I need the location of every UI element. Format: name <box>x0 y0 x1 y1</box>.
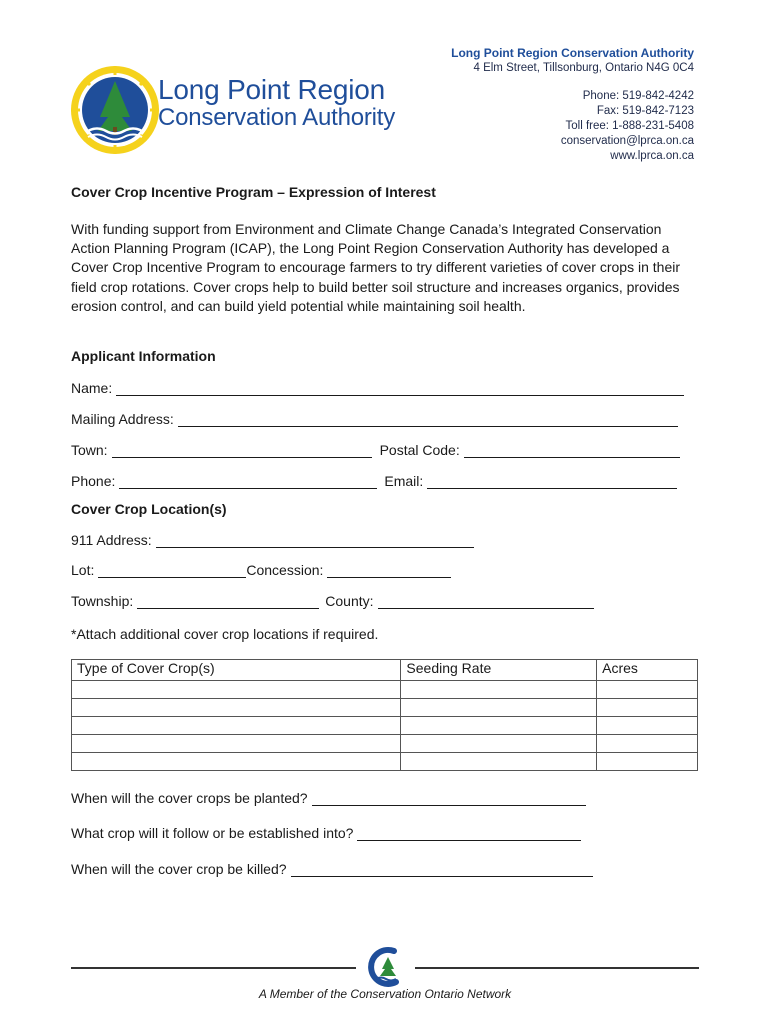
org-toll-free: Toll free: 1-888-231-5408 <box>565 120 694 132</box>
follow-question: What crop will it follow or be established into? <box>71 825 354 841</box>
county-field[interactable] <box>378 594 594 609</box>
org-email[interactable]: conservation@lprca.on.ca <box>560 135 694 147</box>
attach-note: *Attach additional cover crop locations if required. <box>71 626 379 642</box>
intro-paragraph: With funding support from Environment and Climate Change Canada’s Integrated Conservation Action Planning Program (ICAP), the Long Point Region Conservation Authority has developed a Cover Crop Incentive Program to encourage farmers to try different varieties of cover crops in their field crop rotations. Cover crops help to build better soil structure and increases organics, provides erosion control, and can build yield potential while maintaining soil health. <box>71 221 681 314</box>
phone-label: Phone: <box>71 473 116 489</box>
town-row <box>71 438 680 458</box>
table-row <box>72 717 698 735</box>
mailing-address-field[interactable] <box>178 412 678 427</box>
logo-name-line1: Long Point Region <box>158 74 385 105</box>
postal-label: Postal Code: <box>379 442 460 458</box>
seeding-rate-cell[interactable] <box>401 735 597 753</box>
killed-answer-field[interactable] <box>291 862 593 877</box>
address911-label: 911 Address: <box>71 532 152 548</box>
town-label: Town: <box>71 442 108 458</box>
township-row <box>71 589 594 609</box>
table-row <box>72 735 698 753</box>
org-website[interactable]: www.lprca.on.ca <box>610 150 694 162</box>
killed-question: When will the cover crop be killed? <box>71 861 287 877</box>
org-fax: Fax: 519-842-7123 <box>596 105 694 117</box>
mailing-row <box>71 407 678 427</box>
concession-label: Concession: <box>246 562 324 578</box>
cover-crop-type-cell[interactable] <box>72 699 401 717</box>
org-phone: Phone: 519-842-4242 <box>582 90 694 102</box>
lot-field[interactable] <box>98 563 246 578</box>
name-field[interactable] <box>116 381 684 396</box>
postal-code-field[interactable] <box>464 443 680 458</box>
cover-crop-type-cell[interactable] <box>72 753 401 771</box>
acres-cell[interactable] <box>597 753 698 771</box>
town-field[interactable] <box>112 443 372 458</box>
seeding-rate-cell[interactable] <box>401 699 597 717</box>
header-seeding-rate: Seeding Rate <box>401 660 597 681</box>
name-row <box>71 376 684 396</box>
lot-row <box>71 558 451 578</box>
acres-cell[interactable] <box>597 681 698 699</box>
table-header-row <box>72 660 698 681</box>
org-address: 4 Elm Street, Tillsonburg, Ontario N4G 0C4 <box>473 62 694 74</box>
location-heading: Cover Crop Location(s) <box>71 501 227 517</box>
header-cover-crop-type: Type of Cover Crop(s) <box>72 660 401 681</box>
table-row <box>72 699 698 717</box>
county-label: County: <box>325 593 374 609</box>
acres-cell[interactable] <box>597 699 698 717</box>
planted-question: When will the cover crops be planted? <box>71 790 308 806</box>
org-name: Long Point Region Conservation Authority <box>451 46 694 60</box>
township-field[interactable] <box>137 594 319 609</box>
address911-row <box>71 528 474 548</box>
cover-crop-type-cell[interactable] <box>72 735 401 753</box>
acres-cell[interactable] <box>597 717 698 735</box>
cover-crop-type-cell[interactable] <box>72 681 401 699</box>
killed-question-row <box>71 861 593 877</box>
lot-label: Lot: <box>71 562 95 578</box>
table-row <box>72 753 698 771</box>
seeding-rate-cell[interactable] <box>401 753 597 771</box>
phone-field[interactable] <box>119 474 377 489</box>
acres-cell[interactable] <box>597 735 698 753</box>
planted-answer-field[interactable] <box>312 791 586 806</box>
name-label: Name: <box>71 380 113 396</box>
follow-answer-field[interactable] <box>357 826 581 841</box>
table-row <box>72 681 698 699</box>
concession-field[interactable] <box>327 563 451 578</box>
footer-divider-left <box>71 967 356 969</box>
footer-member-text: A Member of the Conservation Ontario Network <box>258 987 512 1001</box>
seeding-rate-cell[interactable] <box>401 717 597 735</box>
mailing-label: Mailing Address: <box>71 411 174 427</box>
cover-crop-type-cell[interactable] <box>72 717 401 735</box>
cover-crop-table <box>71 659 698 771</box>
address911-field[interactable] <box>156 533 474 548</box>
form-title: Cover Crop Incentive Program – Expression of Interest <box>71 184 436 200</box>
applicant-heading: Applicant Information <box>71 348 216 364</box>
lprca-logo-icon <box>70 65 160 155</box>
follow-question-row <box>71 825 581 841</box>
planted-question-row <box>71 790 586 806</box>
logo-name-line2: Conservation Authority <box>158 104 396 131</box>
phone-row <box>71 469 677 489</box>
logo-wordmark <box>158 76 395 130</box>
contact-block <box>451 46 694 164</box>
township-label: Township: <box>71 593 134 609</box>
footer-divider-right <box>415 967 699 969</box>
header-acres: Acres <box>597 660 698 681</box>
email-field[interactable] <box>427 474 677 489</box>
email-label: Email: <box>384 473 424 489</box>
conservation-ontario-logo-icon <box>364 945 408 989</box>
seeding-rate-cell[interactable] <box>401 681 597 699</box>
